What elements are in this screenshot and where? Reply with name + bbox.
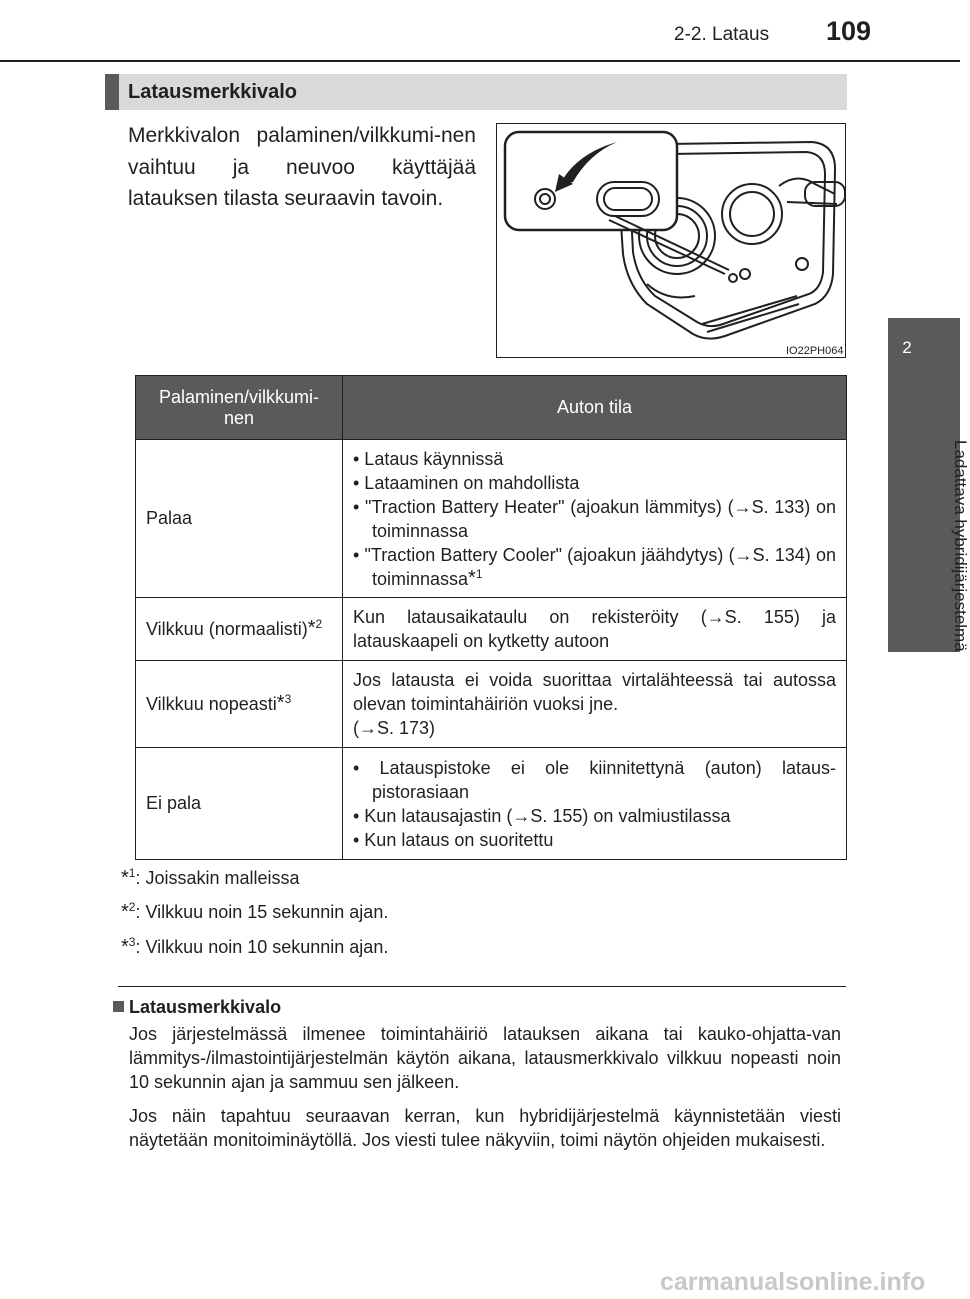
header-section: 2-2. Lataus [674,24,770,45]
footnote-mark: * [468,566,476,589]
divider [118,986,846,987]
status-table [135,375,847,860]
footnote [121,868,300,891]
subsection-title [113,997,281,1018]
list-item [353,543,836,591]
list-item: • Kun latausajastin (→S. 155) on valmiustilassa [353,805,731,826]
column-header-status: Auton tila [343,376,847,440]
footnote-number: 1 [475,566,483,581]
page-number: 109 [826,16,872,46]
footnote-number: 3 [284,691,292,706]
list-item: • Latauspistoke ei ole kiinnitettynä (auton) lataus-pistorasiaan [353,757,836,802]
section-title: Latausmerkkivalo [128,81,297,103]
footnote-mark: * [276,691,285,714]
table-row [136,748,847,860]
state-text: Vilkkuu (normaalisti) [146,618,308,639]
status-cell [343,748,847,860]
footnote-asterisk: * [121,936,129,958]
header-rule [0,60,960,62]
table-row [136,598,847,661]
footnote-mark: * [307,616,316,639]
table-row [136,440,847,598]
status-cell [343,440,847,598]
state-text: Vilkkuu nopeasti [146,693,277,714]
column-header-state: Palaminen/vilkkumi-nen [136,376,343,440]
subsection-title-text: Latausmerkkivalo [129,997,282,1017]
intro-paragraph: Merkkivalon palaminen/vilkkumi-nen vaihtuu ja neuvoo käyttäjää latauksen tilasta seuraavin tavoin. [128,124,476,210]
footnote-number: 3 [128,935,136,949]
footnote-number: 2 [315,616,323,631]
state-cell [136,661,343,748]
footnote-asterisk: * [121,901,129,923]
footnote-number: 1 [128,866,136,880]
body-paragraph: Jos järjestelmässä ilmenee toimintahäiriö latauksen aikana tai kauko-ohjatta-van lämmitys-/ilmastointijärjestelmän käytön aikana, latausmerkkivalo vilkkuu nopeasti noin 10 sekunnin ajan ja sammuu sen jälkeen. [129,1024,841,1092]
list-item-text: • "Traction Battery Cooler" (ajoakun jäähdytys) (→S. 134) on toiminnassa [353,544,836,589]
footnote-text: : Vilkkuu noin 10 sekunnin ajan. [135,937,389,957]
chapter-label: Ladattava hybridijärjestelmä [951,440,970,652]
list-item: • "Traction Battery Heater" (ajoakun lämmitys) (→S. 133) on toiminnassa [353,496,836,541]
figure-code: IO22PH064 [786,345,844,357]
footnote [121,937,388,960]
table-row [136,661,847,748]
list-item: • Kun lataus on suoritettu [353,829,554,850]
page-reference: (→S. 173) [353,718,436,738]
list-item: • Lataaminen on mahdollista [353,472,580,493]
state-cell: Palaa [136,440,343,598]
status-text: Jos latausta ei voida suorittaa virtalähteessä tai autossa olevan toimintahäiriön vuoksi jne. [353,670,836,714]
footnote-text: : Joissakin malleissa [135,868,300,888]
section-heading-accent [105,74,119,110]
charging-port-illustration [496,123,846,358]
state-cell: Ei pala [136,748,343,860]
status-cell [343,661,847,748]
list-item: • Lataus käynnissä [353,448,504,469]
table-header-row [136,376,847,440]
square-bullet-icon [113,1001,124,1012]
state-cell [136,598,343,661]
status-cell: Kun latausaikataulu on rekisteröity (→S. 155) ja latauskaapeli on kytketty autoon [343,598,847,661]
watermark: carmanualsonline.info [660,1268,926,1296]
footnote-asterisk: * [121,867,129,889]
footnote [121,902,388,925]
body-paragraph: Jos näin tapahtuu seuraavan kerran, kun hybridijärjestelmä käynnistetään viesti näytetään monitoiminäytöllä. Jos viesti tulee näkyviin, toimi näytön ohjeiden mukaisesti. [129,1106,841,1150]
chapter-number: 2 [902,338,912,357]
charging-port-drawing [497,124,847,359]
footnote-text: : Vilkkuu noin 15 sekunnin ajan. [135,902,389,922]
footnote-number: 2 [128,900,136,914]
